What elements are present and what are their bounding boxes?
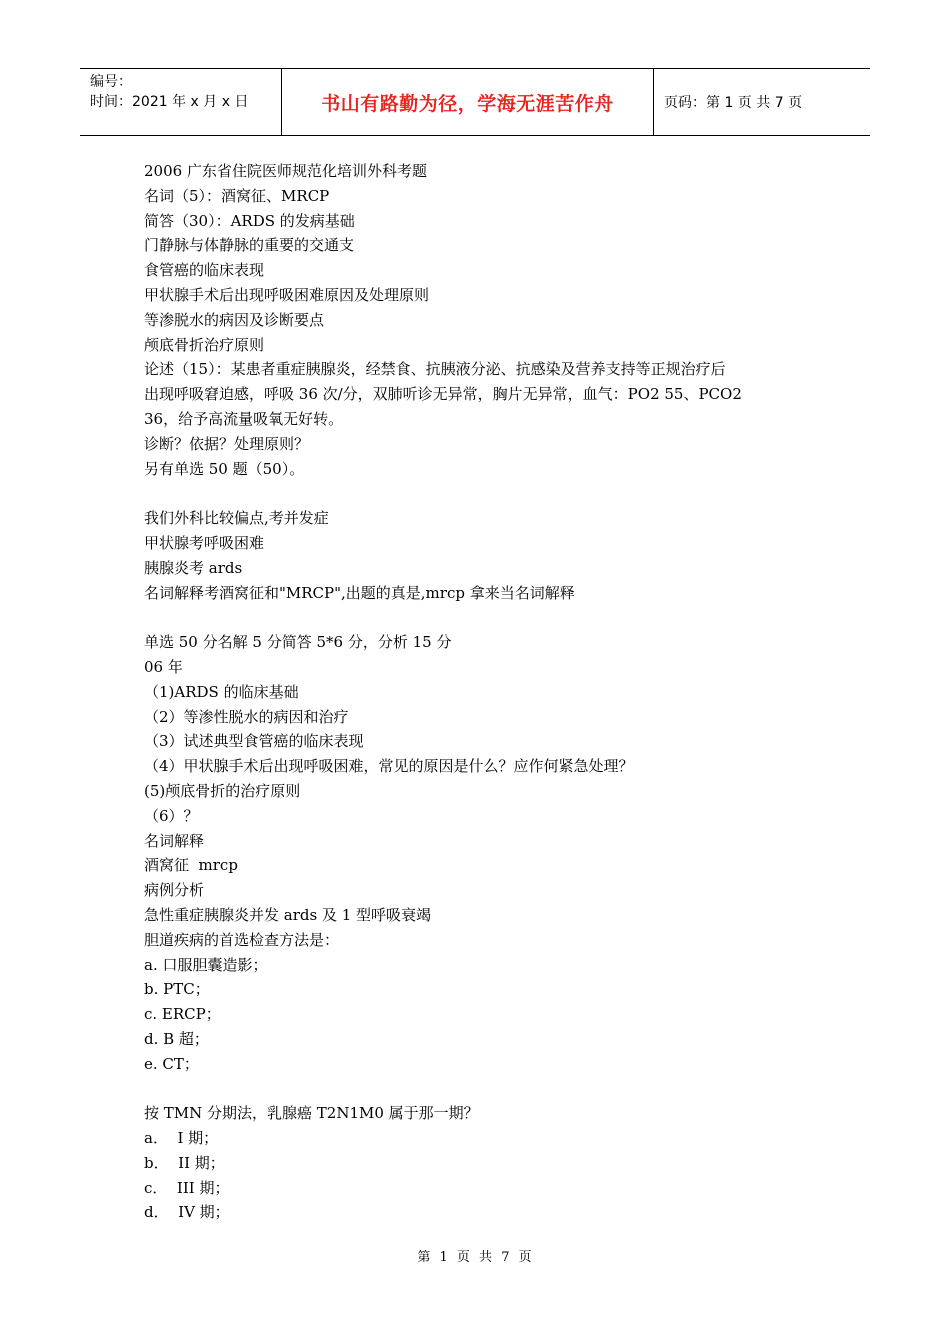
- body-text-line: 甲状腺考呼吸困难: [144, 533, 265, 552]
- body-text-line: （6）？: [144, 806, 199, 825]
- body-text-line: (5)颅底骨折的治疗原则: [144, 781, 301, 800]
- body-text-line: d. B 超；: [144, 1029, 209, 1048]
- body-text-line: 单选 50 分名解 5 分简答 5*6 分，分析 15 分: [144, 633, 452, 652]
- document-date-label: 时间：2021 年 x 月 x 日: [90, 94, 249, 110]
- body-text-line: 2006 广东省住院医师规范化培训外科考题: [144, 162, 427, 180]
- body-text-line: a． I 期；: [144, 1129, 219, 1148]
- body-text-line: 36，给予高流量吸氧无好转。: [144, 409, 344, 428]
- body-text-line: c． III 期；: [144, 1178, 230, 1197]
- body-text-line: 急性重症胰腺炎并发 ards 及 1 型呼吸衰竭: [144, 905, 432, 924]
- body-text-line: 门静脉与体静脉的重要的交通支: [144, 236, 355, 255]
- document-header: [80, 68, 870, 136]
- body-text-line: d． IV 期；: [144, 1203, 230, 1222]
- body-text-line: （3）试述典型食管癌的临床表现: [144, 732, 364, 751]
- body-text-line: e. CT；: [144, 1054, 199, 1073]
- header-motto-cell: [282, 69, 654, 135]
- page-footer: 第 1 页 共 7 页: [417, 1250, 533, 1265]
- header-motto: 书山有路勤为径，学海无涯苦作舟: [321, 92, 614, 115]
- body-text-line: 出现呼吸窘迫感，呼吸 36 次/分，双肺听诊无异常，胸片无异常，血气：PO2 55、PCO2: [144, 385, 742, 404]
- body-text-line: 酒窝征 mrcp: [144, 856, 238, 875]
- header-info-cell: [80, 69, 282, 135]
- body-text-line: 06 年: [144, 657, 183, 676]
- header-page-number: 页码：第 1 页 共 7 页: [664, 95, 803, 111]
- body-text-line: （4）甲状腺手术后出现呼吸困难，常见的原因是什么？应作何紧急处理？: [144, 757, 634, 776]
- body-text-line: b. PTC；: [144, 980, 210, 999]
- blank-line: [144, 605, 824, 630]
- document-body: [144, 159, 824, 1225]
- body-text-line: （1)ARDS 的临床基础: [144, 682, 299, 701]
- blank-line: [144, 481, 824, 506]
- body-text-line: 胰腺炎考 ards: [144, 558, 243, 577]
- document-number-label: 编号：: [90, 74, 132, 90]
- body-text-line: 名词解释考酒窝征和"MRCP",出题的真是,mrcp 拿来当名词解释: [144, 583, 575, 602]
- body-text-line: （2）等渗性脱水的病因和治疗: [144, 707, 349, 726]
- blank-line: [144, 1076, 824, 1101]
- body-text-line: 病例分析: [144, 881, 205, 900]
- body-text-line: c. ERCP；: [144, 1005, 221, 1024]
- body-text-line: 名词解释: [144, 831, 205, 850]
- body-text-line: 食管癌的临床表现: [144, 261, 265, 280]
- header-page-cell: [654, 69, 870, 135]
- body-text-line: 甲状腺手术后出现呼吸困难原因及处理原则: [144, 285, 430, 304]
- body-text-line: 另有单选 50 题（50）。: [144, 459, 305, 478]
- body-text-line: 我们外科比较偏点,考并发症: [144, 509, 329, 528]
- body-text-line: 诊断？依据？处理原则？: [144, 434, 310, 453]
- body-text-line: 按 TMN 分期法，乳腺癌 T2N1M0 属于那一期？: [144, 1104, 479, 1123]
- body-text-line: 等渗脱水的病因及诊断要点: [144, 310, 325, 329]
- body-text-line: 名词（5）：酒窝征、MRCP: [144, 186, 330, 205]
- body-text-line: b． II 期；: [144, 1153, 225, 1172]
- body-text-line: a. 口服胆囊造影；: [144, 955, 268, 974]
- body-text-line: 论述（15）：某患者重症胰腺炎，经禁食、抗胰液分泌、抗感染及营养支持等正规治疗后: [144, 360, 726, 379]
- body-text-line: 颅底骨折治疗原则: [144, 335, 265, 354]
- body-text-line: 简答（30）：ARDS 的发病基础: [144, 211, 355, 230]
- body-text-line: 胆道疾病的首选检查方法是：: [144, 930, 340, 949]
